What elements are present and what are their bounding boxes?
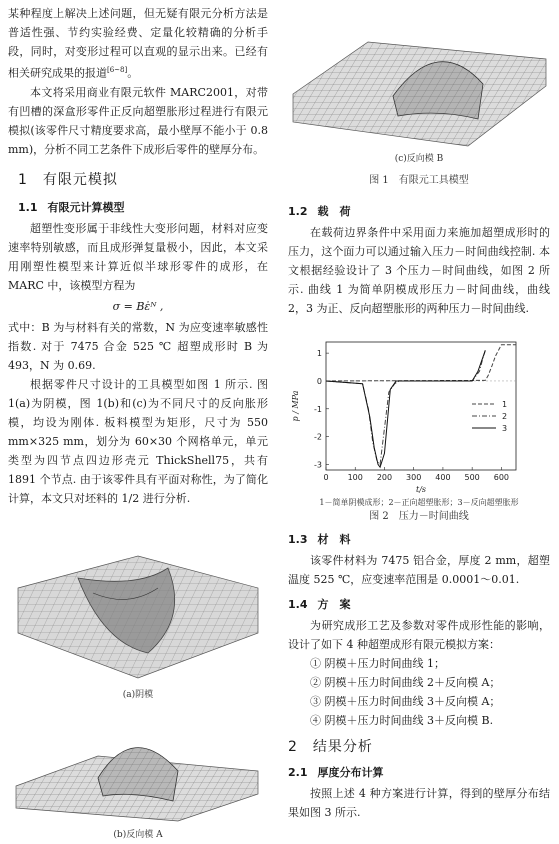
subsection-1-3-heading: 1.3 材 料 xyxy=(288,533,351,546)
x-tick-label: 600 xyxy=(493,473,510,482)
y-tick-label: -3 xyxy=(314,460,322,470)
x-tick-label: 0 xyxy=(323,473,329,482)
legend-label-2: 2 xyxy=(502,412,508,421)
series-line-1 xyxy=(326,345,516,381)
figure-1-caption: 图 1 有限元工具模型 xyxy=(369,175,469,186)
subsection-2-1-heading: 2.1 厚度分布计算 xyxy=(288,766,384,779)
intro-paragraph: 某种程度上解决上述问题，但无疑有限元分析方法是普适性强、节约实验经费、定量化较精确的分析手段，同时，对变形过程可以直观的显示出来。已经有相关研究成果的报道[6~8]。 xyxy=(8,7,268,80)
y-tick-label: 0 xyxy=(316,376,322,386)
figure-2-legend-note: 1－简单阴模成形；2－正向超塑胀形；3－反向超塑胀形 xyxy=(319,498,519,507)
marc-paragraph: 本文将采用商业有限元软件 MARC2001，对带有凹槽的深盒形零件正反向超塑胀形过程进行有限元模拟(该零件尺寸精度要求高，最小壁厚不能小于 0.8 mm)，分析不同工艺条件下成形后零件的壁厚分布。 xyxy=(8,85,268,156)
scheme-item: ④ 阴模＋压力时间曲线 3＋反向模 B. xyxy=(310,714,494,727)
y-tick-label: 1 xyxy=(316,349,322,359)
scheme-item: ③ 阴模＋压力时间曲线 3＋反向模 A； xyxy=(310,695,501,708)
y-tick-label: -2 xyxy=(314,432,322,442)
subsection-1-2-heading: 1.2 载 荷 xyxy=(288,205,351,218)
scheme-item: ① 阴模＋压力时间曲线 1； xyxy=(310,657,445,670)
x-tick-label: 200 xyxy=(376,473,393,482)
series-line-2 xyxy=(326,350,485,464)
scheme-item: ② 阴模＋压力时间曲线 2＋反向模 A； xyxy=(310,676,501,689)
x-axis-label: t/s xyxy=(415,485,427,494)
scheme-list xyxy=(288,654,550,730)
figure-1b-caption: (b)反向模 A xyxy=(113,829,163,840)
x-tick-label: 500 xyxy=(464,473,480,482)
load-paragraph: 在载荷边界条件中采用面力来施加超塑成形时的压力，这个面力可以通过输入压力－时间曲线控制. 本文根据经验设计了 3 个压力－时间曲线，如图 2 所示. 曲线 1 为简单阴模成形压力－时间曲线，曲线 2，3 为正、反向超塑胀形的两种压力－时间曲线. xyxy=(288,226,550,315)
params-paragraph: 式中：B 为与材料有关的常数，N 为应变速率敏感性指数. 对于 7475 合金 525 ℃ 超塑成形时 B 为 493，N 为 0.69. xyxy=(8,320,268,372)
flow-stress-formula: σ = Bε̇ᴺ , xyxy=(112,299,164,313)
intro-ref: [6~8] xyxy=(107,66,128,74)
tools-paragraph: 根据零件尺寸设计的工具模型如图 1 所示. 图 1(a)为阴模，图 1(b)和(c)为不同尺寸的反向胀形模，均设为刚体. 板料模型为矩形，尺寸为 550 mm×325 mm，划分为 60×30 个网格单元，单元类型为四节点四边形壳元 ThickShell75，共有 1891 个节点. 由于该零件具有平面对称性，为了简化计算，本文只对坯料的 1/2 进行分析. xyxy=(8,377,268,505)
figure-1b-reverse-die-a xyxy=(8,716,268,844)
material-paragraph: 该零件材料为 7475 铝合金，厚度 2 mm，超塑温度 525 ℃，应变速率范围是 0.0001～0.01. xyxy=(288,554,550,586)
section-1-heading: 1 有限元模拟 xyxy=(18,171,118,188)
figure-1a-die xyxy=(8,548,268,706)
legend-label-3: 3 xyxy=(502,424,508,433)
figure-1c-reverse-die-b xyxy=(288,24,550,174)
x-tick-label: 100 xyxy=(347,473,363,482)
figure-1a-caption: (a)阴模 xyxy=(122,689,154,700)
series-line-3 xyxy=(326,350,485,467)
subsection-1-4-heading: 1.4 方 案 xyxy=(288,598,351,611)
pressure-time-chart xyxy=(288,336,550,496)
section-2-heading: 2 结果分析 xyxy=(288,739,373,755)
figure-2-caption: 图 2 压力－时间曲线 xyxy=(369,511,469,522)
figure-1c-caption: (c)反向模 B xyxy=(394,154,444,164)
x-tick-label: 400 xyxy=(435,473,451,482)
y-axis-label: p / MPa xyxy=(291,390,300,422)
x-tick-label: 300 xyxy=(406,473,422,482)
model-paragraph: 超塑性变形属于非线性大变形问题，材料对应变速率特别敏感，而且成形弹复量极小，因此，本文采用刚塑性模型来计算近似半球形零件的成形，在 MARC 中，该模型方程为 xyxy=(8,221,268,292)
reverse-die-b-mesh-image xyxy=(288,24,550,152)
subsection-1-1-heading: 1.1 有限元计算模型 xyxy=(18,200,125,214)
scheme-paragraph: 为研究成形工艺及参数对零件成形性能的影响，设计了如下 4 种超塑成形有限元模拟方案： xyxy=(288,619,550,651)
left-column xyxy=(8,4,268,844)
reverse-die-a-mesh-image xyxy=(8,716,268,828)
result-paragraph: 按照上述 4 种方案进行计算，得到的壁厚分布结果如图 3 所示. xyxy=(288,787,550,819)
legend-label-1: 1 xyxy=(502,400,508,409)
y-tick-label: -1 xyxy=(314,404,322,414)
die-mesh-image xyxy=(8,548,268,688)
plot-frame xyxy=(326,342,516,470)
figure-2-chart xyxy=(288,336,550,524)
right-column xyxy=(288,4,550,822)
